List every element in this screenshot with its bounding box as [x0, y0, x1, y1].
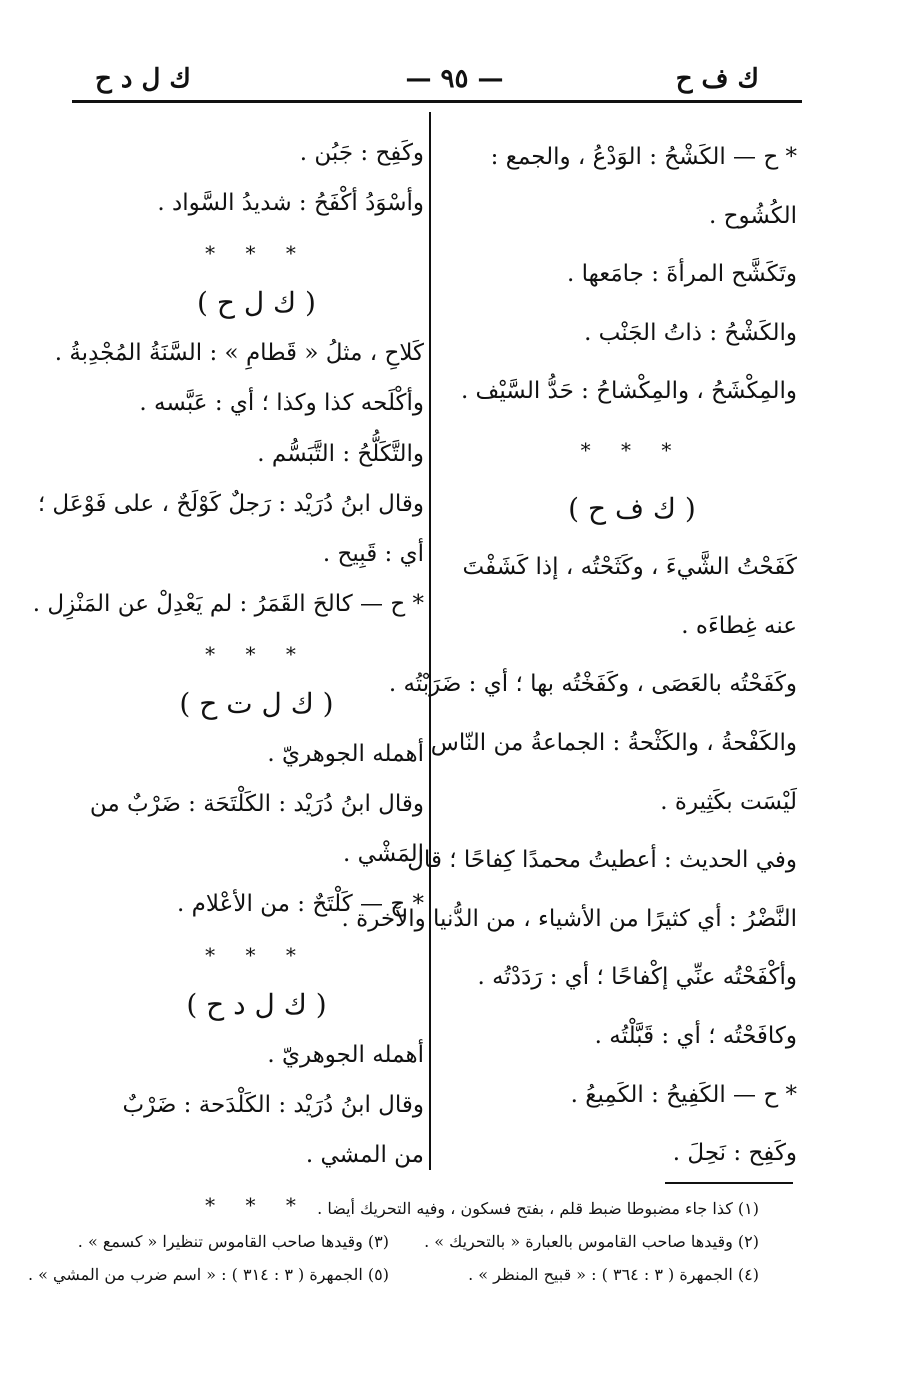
footnote-4: (٤) الجمهرة ( ٣ : ٣٦٤ ) : « قبيح المنظر » . [468, 1265, 759, 1284]
footnote-3: (٣) وقيدها صاحب القاموس تنظيرا « كسمع » . [77, 1232, 389, 1251]
text-line: كَلاحِ ، مثلُ « قَطامِ » : السَّنَةُ المُجْدِبةُ . [54, 340, 424, 367]
entry-heading: ( ك ف ح ) [568, 491, 696, 525]
text-line: وأكْلَحه كذا وكذا ؛ أي : عَبَّسه . [139, 390, 424, 417]
text-line: والمِكْشَحُ ، والمِكْشاحُ : حَدُّ السَّيْف . [460, 378, 797, 405]
text-line: أهمله الجوهريّ . [267, 741, 424, 768]
text-line: * ح — كالحَ القَمَرُ : لم يَعْدِلْ عن المَنْزِل . [32, 590, 424, 617]
text-line: وقال ابنُ دُرَيْد : الكَلْدَحة : ضَرْبٌ [122, 1091, 424, 1118]
text-line: أهمله الجوهريّ . [267, 1041, 424, 1068]
text-line: وقال ابنُ دُرَيْد : الكَلْتَحَة : ضَرْبٌ من [89, 791, 424, 818]
text-line: المَشْي . [342, 841, 424, 868]
entry-heading: ( ك ل ح ) [197, 286, 316, 320]
text-line: كَفَحْتُ الشَّيءَ ، وكَثَحْتُه ، إذا كَشَفْتَ [462, 554, 797, 581]
section-separator: * * * [205, 641, 308, 666]
running-head-right: ك ف ح [675, 64, 759, 94]
text-line: لَيْسَت بكَثِيرة . [660, 788, 797, 815]
footnote-2: (٢) وقيدها صاحب القاموس بالعبارة « بالتحريك » . [424, 1232, 759, 1251]
text-line: وكافَحْتُه ؛ أي : قَبَّلْتُه . [594, 1022, 797, 1049]
text-line: * ح — كَلْتَحٌ : من الأعْلام . [177, 891, 424, 918]
section-separator: * * * [580, 437, 684, 462]
text-line: والتَّكَلُّحُ : التَّبَسُّم . [257, 440, 424, 467]
text-line: وكَفِح : جَبُن . [299, 140, 424, 166]
text-line: أي : قَبِيح . [322, 540, 424, 567]
running-head-left: ك ل د ح [95, 64, 191, 94]
text-line: وكَفَحْتُه بالعَصَى ، وكَفَخْتُه بها ؛ أي : ضَرَبْتُه . [388, 671, 797, 698]
footnote-5: (٥) الجمهرة ( ٣ : ٣١٤ ) : « اسم ضرب من المشي » . [28, 1265, 389, 1284]
text-line: وتَكَشَّح المرأةَ : جامَعها . [567, 261, 797, 288]
text-line: من المشي . [305, 1141, 424, 1168]
footnote-rule [665, 1182, 793, 1184]
text-line: الكُشُوح . [709, 202, 797, 229]
entry-heading: ( ك ل ت ح ) [179, 687, 334, 721]
text-line: وأكْفَحْتُه عنِّي إكْفاحًا ؛ أي : رَدَدْتُه . [477, 964, 797, 991]
header-rule [72, 100, 802, 103]
footnote-1: (١) كذا جاء مضبوطا ضبط قلم ، بفتح فسكون ، وفيه التحريك أيضا . [317, 1199, 759, 1218]
text-line: * ح — الكَفِيحُ : الكَمِيعُ . [570, 1081, 797, 1108]
section-separator: * * * [205, 1192, 308, 1217]
entry-heading: ( ك ل د ح ) [186, 987, 327, 1021]
text-line: وأسْوَدُ أكْفَحُ : شديدُ السَّواد . [157, 190, 424, 217]
text-line: النَّضْرُ : أي كثيرًا من الأشياء ، من الدُّنيا والآخرة . [341, 905, 797, 932]
text-line: والكَشْحُ : ذاتُ الجَنْب . [584, 319, 797, 346]
text-line: * ح — الكَشْحُ : الوَدْعُ ، والجمع : [490, 144, 797, 170]
text-line: والكَفْحةُ ، والكَثْحةُ : الجماعةُ من النّاس [430, 729, 797, 756]
section-separator: * * * [205, 241, 308, 266]
column-divider [429, 112, 431, 1170]
text-line: وقال ابنُ دُرَيْد : رَجلٌ كَوْلَحٌ ، على فَوْعَل ؛ [37, 490, 424, 517]
section-separator: * * * [205, 942, 308, 967]
text-line: وفي الحديث : أعطيتُ محمدًا كِفاحًا ؛ قال [407, 847, 797, 874]
text-line: وكَفِح : نَحِلَ . [672, 1140, 797, 1167]
text-line: عنه غِطاءَه . [681, 612, 797, 639]
left-column [32, 128, 424, 1230]
page-number: — ٩٥ — [405, 64, 504, 94]
